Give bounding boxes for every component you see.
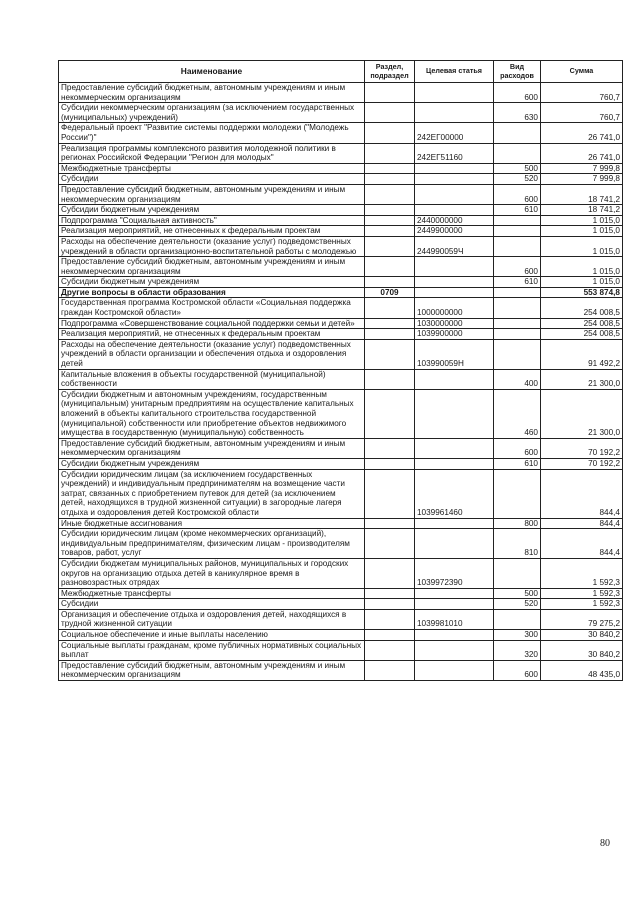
cell-type: 500 [494,588,541,599]
table-row [59,660,623,680]
table-row [59,215,623,226]
cell-sum: 1 015,0 [541,277,623,288]
table-row [59,588,623,599]
cell-target: 1000000000 [415,298,494,318]
cell-section [365,174,415,185]
cell-sum: 21 300,0 [541,369,623,389]
cell-name: Субсидии бюджетным и автономным учреждениям, государственным (муниципальным) унитарным предприятиям на осуществление капитальных вложений в объекты капитального строительства государственной (муниципальной) собственности или приобретение объектов недвижимого имущества в государственную (муниципальную) собственность [59,389,365,438]
cell-section [365,236,415,256]
cell-sum: 91 492,2 [541,339,623,369]
cell-target: 1039961460 [415,469,494,518]
table-row [59,329,623,340]
cell-target: 1039900000 [415,329,494,340]
cell-section [365,469,415,518]
cell-section [365,143,415,163]
cell-sum: 760,7 [541,83,623,103]
cell-type: 600 [494,660,541,680]
cell-sum: 7 999,8 [541,163,623,174]
cell-target [415,184,494,204]
cell-name: Межбюджетные трансферты [59,163,365,174]
budget-table [58,60,623,681]
cell-section [365,163,415,174]
table-row [59,103,623,123]
table-row [59,518,623,529]
cell-target [415,174,494,185]
table-row [59,184,623,204]
cell-target: 1030000000 [415,318,494,329]
cell-name: Расходы на обеспечение деятельности (оказание услуг) подведомственных учреждений в области организации и обеспечения отдыха и оздоровления детей [59,339,365,369]
cell-section [365,640,415,660]
cell-type [494,143,541,163]
cell-section [365,630,415,641]
cell-sum: 26 741,0 [541,123,623,143]
cell-section [365,298,415,318]
cell-section [365,609,415,629]
table-row [59,609,623,629]
cell-section [365,389,415,438]
cell-target [415,599,494,610]
table-row [59,287,623,298]
cell-sum: 254 008,5 [541,329,623,340]
table-row [59,640,623,660]
table-row [59,257,623,277]
cell-section [365,184,415,204]
cell-section [365,205,415,216]
cell-type: 610 [494,458,541,469]
cell-name: Подпрограмма «Совершенствование социальной поддержки семьи и детей» [59,318,365,329]
cell-type [494,469,541,518]
table-row [59,630,623,641]
cell-type: 400 [494,369,541,389]
table-row [59,599,623,610]
cell-name: Субсидии некоммерческим организациям (за исключением государственных (муниципальных) учреждений) [59,103,365,123]
cell-target: 1039981010 [415,609,494,629]
cell-sum: 48 435,0 [541,660,623,680]
cell-type: 600 [494,83,541,103]
cell-type: 460 [494,389,541,438]
table-row [59,163,623,174]
cell-target [415,103,494,123]
table-row [59,529,623,559]
cell-section [365,257,415,277]
cell-name: Предоставление субсидий бюджетным, автономным учреждениям и иным некоммерческим организациям [59,83,365,103]
cell-sum: 1 592,3 [541,588,623,599]
cell-sum: 553 874,8 [541,287,623,298]
cell-sum: 844,4 [541,529,623,559]
cell-type: 520 [494,174,541,185]
cell-type: 300 [494,630,541,641]
cell-sum: 1 015,0 [541,215,623,226]
cell-type: 810 [494,529,541,559]
table-row [59,205,623,216]
cell-section [365,339,415,369]
cell-section [365,438,415,458]
cell-target: 2449900000 [415,226,494,237]
cell-type [494,329,541,340]
cell-sum: 70 192,2 [541,438,623,458]
cell-sum: 79 275,2 [541,609,623,629]
cell-target [415,458,494,469]
cell-section [365,83,415,103]
table-row [59,318,623,329]
table-row [59,236,623,256]
cell-sum: 30 840,2 [541,630,623,641]
cell-section [365,518,415,529]
cell-type: 630 [494,103,541,123]
cell-target [415,369,494,389]
cell-target [415,588,494,599]
cell-name: Субсидии бюджетным учреждениям [59,277,365,288]
cell-type [494,226,541,237]
cell-target: 244990059Ч [415,236,494,256]
table-row [59,277,623,288]
cell-sum: 760,7 [541,103,623,123]
cell-sum: 7 999,8 [541,174,623,185]
cell-name: Расходы на обеспечение деятельности (оказание услуг) подведомственных учреждений в области организационно-воспитательной работы с молодежью [59,236,365,256]
cell-section [365,660,415,680]
cell-target [415,518,494,529]
cell-target [415,630,494,641]
cell-target [415,389,494,438]
cell-sum: 18 741,2 [541,184,623,204]
cell-type: 610 [494,205,541,216]
cell-sum: 254 008,5 [541,318,623,329]
cell-section [365,529,415,559]
table-row [59,558,623,588]
table-row [59,469,623,518]
cell-target: 2440000000 [415,215,494,226]
cell-sum: 18 741,2 [541,205,623,216]
cell-name: Субсидии [59,599,365,610]
cell-target: 103990059Н [415,339,494,369]
table-row [59,339,623,369]
cell-sum: 1 015,0 [541,226,623,237]
cell-target: 242ЕГ51160 [415,143,494,163]
cell-type [494,339,541,369]
cell-name: Субсидии бюджетам муниципальных районов, муниципальных и городских округов на организацию отдыха детей в каникулярное время в разновозрастных отрядах [59,558,365,588]
cell-target [415,163,494,174]
cell-name: Предоставление субсидий бюджетным, автономным учреждениям и иным некоммерческим организациям [59,660,365,680]
table-row [59,298,623,318]
cell-sum: 21 300,0 [541,389,623,438]
cell-type: 520 [494,599,541,610]
cell-name: Социальное обеспечение и иные выплаты населению [59,630,365,641]
cell-name: Межбюджетные трансферты [59,588,365,599]
cell-target [415,205,494,216]
cell-sum: 1 592,3 [541,558,623,588]
cell-name: Субсидии бюджетным учреждениям [59,458,365,469]
cell-name: Предоставление субсидий бюджетным, автономным учреждениям и иным некоммерческим организациям [59,257,365,277]
cell-type [494,609,541,629]
cell-section [365,369,415,389]
cell-name: Реализация программы комплексного развития молодежной политики в регионах Российской Федерации "Регион для молодых" [59,143,365,163]
cell-target [415,640,494,660]
table-header [59,61,623,83]
cell-sum: 1 592,3 [541,599,623,610]
cell-target [415,660,494,680]
table-row [59,226,623,237]
cell-sum: 1 015,0 [541,236,623,256]
header-section: Раздел, подраздел [365,61,415,83]
cell-type [494,558,541,588]
cell-name: Организация и обеспечение отдыха и оздоровления детей, находящихся в трудной жизненной ситуации [59,609,365,629]
cell-name: Реализация мероприятий, не отнесенных к федеральным проектам [59,329,365,340]
cell-section: 0709 [365,287,415,298]
cell-target [415,257,494,277]
table-row [59,389,623,438]
cell-target [415,277,494,288]
table-row [59,143,623,163]
cell-name: Подпрограмма "Социальная активность" [59,215,365,226]
table-row [59,438,623,458]
cell-target: 242ЕГ00000 [415,123,494,143]
cell-type: 320 [494,640,541,660]
cell-name: Субсидии юридическим лицам (за исключением государственных учреждений) и индивидуальным предпринимателям на возмещение части затрат, связанных с приобретением путевок для детей (за исключением детей, находящихся в трудной жизненной ситуации) в загородные лагеря отдыха и оздоровления детей Костромской области [59,469,365,518]
cell-section [365,318,415,329]
header-type: Вид расходов [494,61,541,83]
cell-type [494,236,541,256]
table-row [59,123,623,143]
cell-target [415,83,494,103]
cell-sum: 254 008,5 [541,298,623,318]
cell-type: 610 [494,277,541,288]
cell-type [494,318,541,329]
cell-type: 600 [494,184,541,204]
cell-section [365,226,415,237]
cell-section [365,277,415,288]
cell-name: Другие вопросы в области образования [59,287,365,298]
cell-type: 800 [494,518,541,529]
cell-section [365,329,415,340]
page-number: 80 [600,838,610,849]
cell-type [494,287,541,298]
cell-sum: 70 192,2 [541,458,623,469]
cell-type [494,215,541,226]
cell-type: 600 [494,257,541,277]
cell-name: Субсидии бюджетным учреждениям [59,205,365,216]
cell-name: Предоставление субсидий бюджетным, автономным учреждениям и иным некоммерческим организациям [59,184,365,204]
cell-type: 600 [494,438,541,458]
cell-name: Капитальные вложения в объекты государственной (муниципальной) собственности [59,369,365,389]
header-target: Целевая статья [415,61,494,83]
cell-target: 1039972390 [415,558,494,588]
cell-target [415,287,494,298]
header-sum: Сумма [541,61,623,83]
header-name: Наименование [59,61,365,83]
cell-section [365,558,415,588]
cell-name: Субсидии [59,174,365,185]
cell-section [365,123,415,143]
cell-name: Реализация мероприятий, не отнесенных к федеральным проектам [59,226,365,237]
cell-name: Иные бюджетные ассигнования [59,518,365,529]
cell-type [494,123,541,143]
cell-target [415,438,494,458]
cell-name: Социальные выплаты гражданам, кроме публичных нормативных социальных выплат [59,640,365,660]
cell-section [365,588,415,599]
table-row [59,174,623,185]
cell-sum: 1 015,0 [541,257,623,277]
cell-section [365,103,415,123]
table-row [59,83,623,103]
cell-section [365,458,415,469]
cell-section [365,215,415,226]
cell-name: Субсидии юридическим лицам (кроме некоммерческих организаций), индивидуальным предпринимателям, физическим лицам - производителям товаров, работ, услуг [59,529,365,559]
cell-name: Предоставление субсидий бюджетным, автономным учреждениям и иным некоммерческим организациям [59,438,365,458]
cell-type [494,298,541,318]
table-row [59,458,623,469]
table-body [59,83,623,681]
cell-name: Федеральный проект "Развитие системы поддержки молодежи ("Молодежь России")" [59,123,365,143]
cell-section [365,599,415,610]
cell-sum: 30 840,2 [541,640,623,660]
table-row [59,369,623,389]
cell-sum: 844,4 [541,469,623,518]
cell-name: Государственная программа Костромской области «Социальная поддержка граждан Костромской области» [59,298,365,318]
cell-sum: 844,4 [541,518,623,529]
cell-target [415,529,494,559]
cell-type: 500 [494,163,541,174]
cell-sum: 26 741,0 [541,143,623,163]
